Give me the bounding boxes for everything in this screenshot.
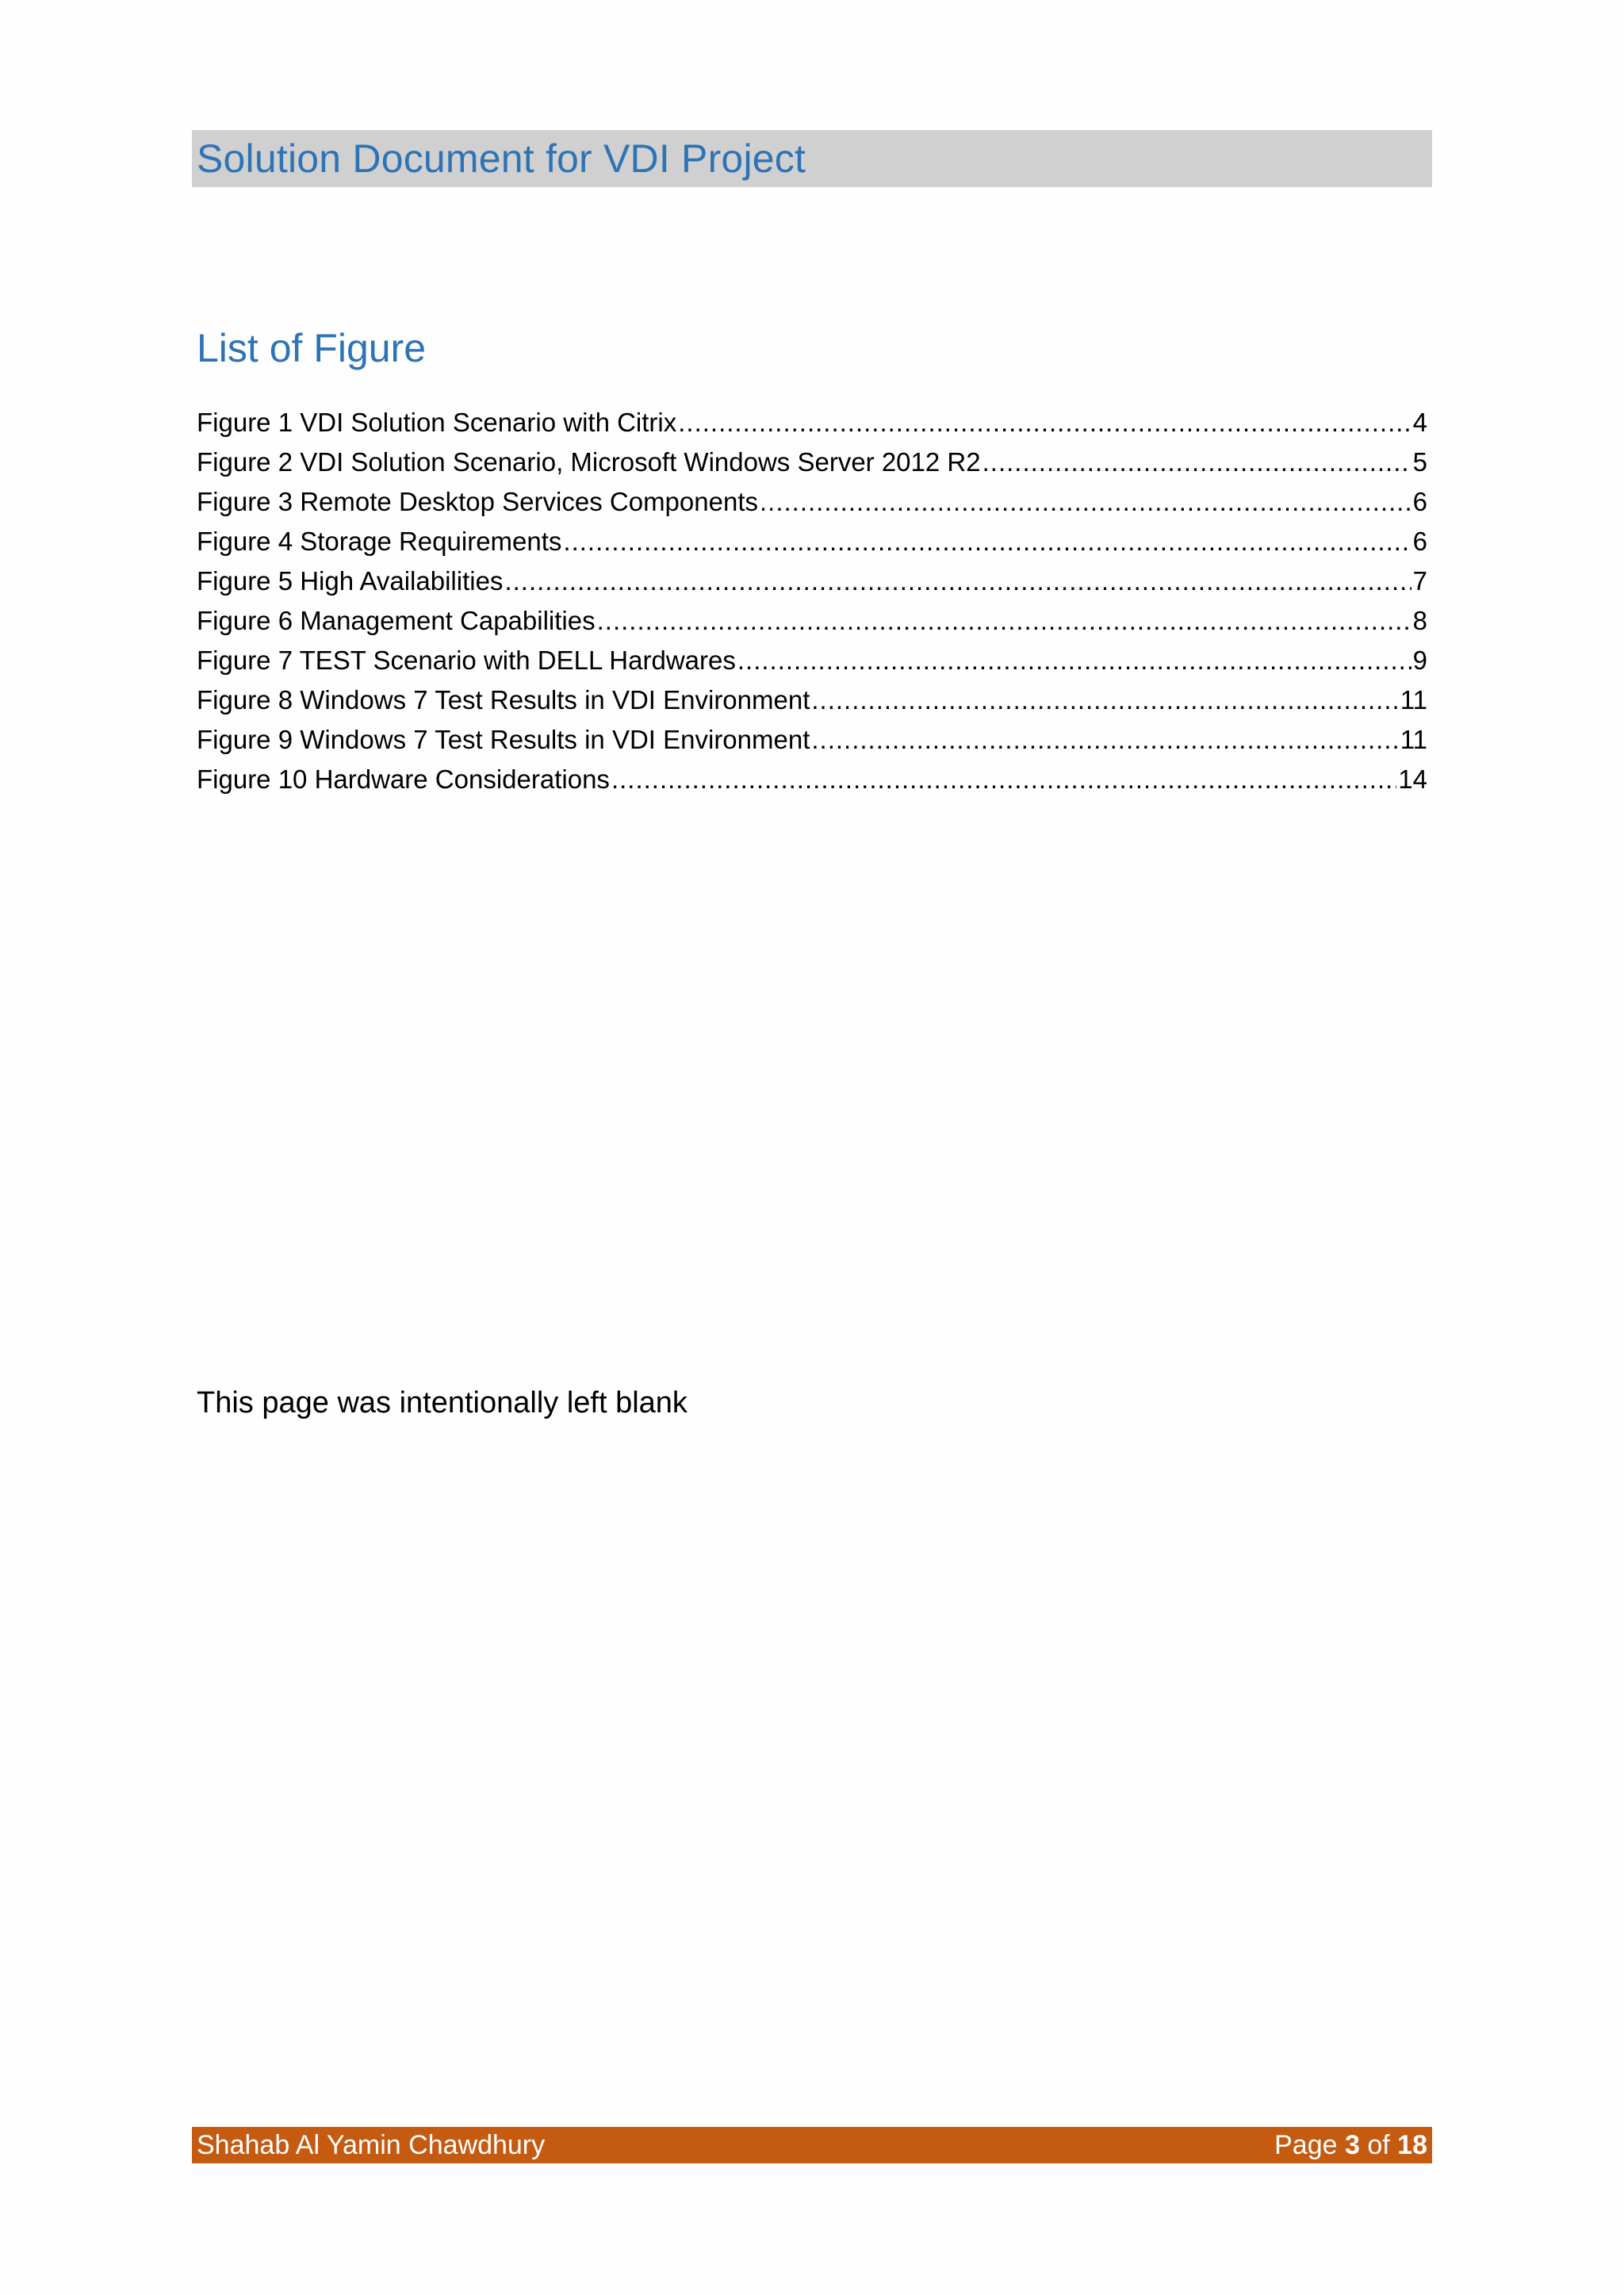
figure-entry-page: 4: [1412, 408, 1427, 437]
page-total: 18: [1397, 2129, 1427, 2160]
figure-entry[interactable]: [197, 403, 1427, 443]
figure-entry-label: Figure 3 Remote Desktop Services Components: [197, 487, 758, 516]
list-of-figures-heading: List of Figure: [197, 326, 427, 370]
figure-entry[interactable]: [197, 760, 1427, 799]
dot-leader: [760, 482, 1411, 522]
figure-entry-page: 8: [1412, 606, 1427, 635]
dot-leader: [811, 680, 1398, 720]
page-footer: [192, 2127, 1432, 2163]
page-header: [192, 130, 1432, 187]
dot-leader: [597, 601, 1411, 641]
figure-entry-page: 5: [1412, 447, 1427, 477]
blank-page-note: This page was intentionally left blank: [197, 1386, 688, 1420]
footer-author: Shahab Al Yamin Chawdhury: [197, 2129, 546, 2160]
list-of-figures: [197, 403, 1427, 799]
figure-entry-label: Figure 7 TEST Scenario with DELL Hardwares: [197, 646, 736, 675]
figure-entry-page: 6: [1412, 527, 1427, 556]
figure-entry[interactable]: [197, 443, 1427, 482]
figure-entry[interactable]: [197, 561, 1427, 601]
dot-leader: [563, 522, 1411, 561]
figure-entry-page: 9: [1412, 646, 1427, 675]
page-current: 3: [1344, 2129, 1360, 2160]
figure-entry[interactable]: [197, 482, 1427, 522]
dot-leader: [982, 443, 1411, 482]
figure-entry[interactable]: [197, 522, 1427, 561]
figure-entry-label: Figure 1 VDI Solution Scenario with Citrix: [197, 408, 677, 437]
footer-page-number: [1274, 2130, 1427, 2161]
dot-leader: [737, 641, 1411, 680]
figure-entry-page: 14: [1398, 764, 1427, 794]
dot-leader: [811, 720, 1398, 760]
figure-entry[interactable]: [197, 720, 1427, 760]
page-of: of: [1367, 2129, 1390, 2160]
figure-entry-page: 11: [1400, 725, 1427, 754]
figure-entry-label: Figure 4 Storage Requirements: [197, 527, 562, 556]
figure-entry[interactable]: [197, 680, 1427, 720]
dot-leader: [678, 403, 1411, 443]
figure-entry-label: Figure 5 High Availabilities: [197, 566, 504, 596]
figure-entry-page: 11: [1400, 685, 1427, 715]
figure-entry-label: Figure 2 VDI Solution Scenario, Microsoft Windows Server 2012 R2: [197, 447, 981, 477]
figure-entry-label: Figure 6 Management Capabilities: [197, 606, 596, 635]
dot-leader: [611, 760, 1396, 799]
figure-entry-page: 6: [1412, 487, 1427, 516]
figure-entry[interactable]: [197, 601, 1427, 641]
figure-entry-label: Figure 8 Windows 7 Test Results in VDI Environment: [197, 685, 810, 715]
page-prefix: Page: [1274, 2129, 1338, 2160]
document-title: Solution Document for VDI Project: [197, 136, 806, 181]
figure-entry-label: Figure 9 Windows 7 Test Results in VDI Environment: [197, 725, 810, 754]
figure-entry-label: Figure 10 Hardware Considerations: [197, 764, 610, 794]
figure-entry-page: 7: [1412, 566, 1427, 596]
dot-leader: [504, 561, 1411, 601]
figure-entry[interactable]: [197, 641, 1427, 680]
